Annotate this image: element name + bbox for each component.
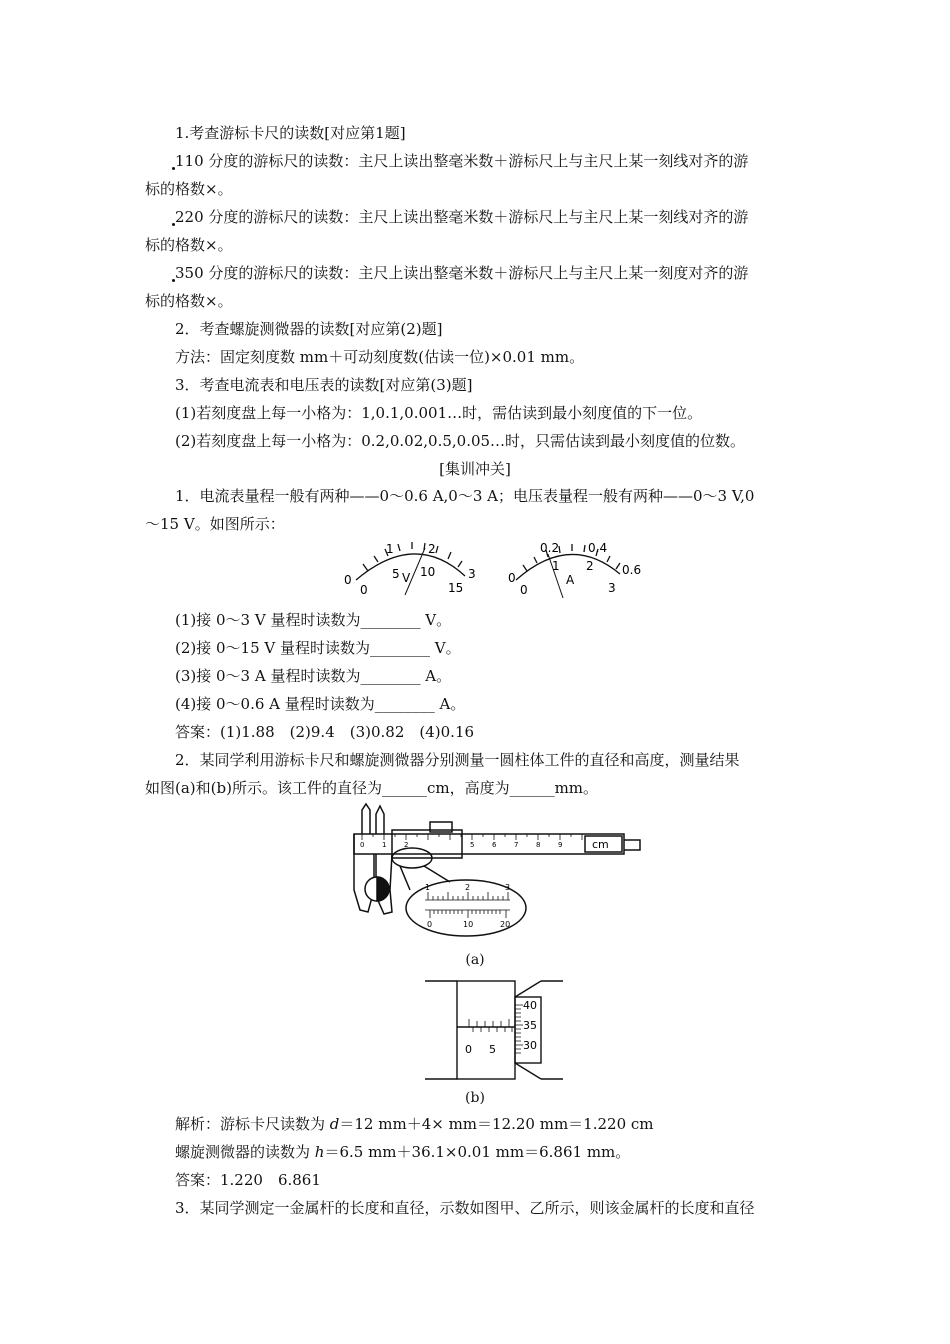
caliper-main-label: 8 [536, 841, 541, 849]
amp-top-label: 0.6 [622, 563, 642, 577]
volt-bottom-label: 15 [448, 581, 464, 595]
volt-unit: V [402, 571, 411, 585]
section-heading: [集训冲关] [439, 460, 511, 478]
volt-bottom-label: 0 [360, 583, 368, 597]
q1-sub-4: (4)接 0～0.6 A 量程时读数为________ A。 [175, 695, 466, 713]
caliper-figure [340, 800, 650, 940]
amp-unit: A [566, 573, 575, 587]
meters-figure [330, 540, 660, 602]
zoom-main-label: 3 [505, 883, 511, 892]
q2-answer: 答案：1.220 6.861 [175, 1171, 321, 1189]
zoom-vernier-label: 20 [500, 920, 511, 929]
amp-top-label: 0 [508, 571, 516, 585]
review-point-3: 3．考查电流表和电压表的读数[对应第(3)题] [175, 376, 473, 394]
q2-solution-2: 螺旋测微器的读数为 h＝6.5 mm＋36.1×0.01 mm＝6.861 mm。 [175, 1143, 631, 1161]
q2-solution-1: 解析：游标卡尺读数为 d＝12 mm＋4× mm＝12.20 mm＝1.220 cm [175, 1115, 654, 1133]
caliper-main-label: 2 [404, 841, 409, 849]
micrometer-figure [425, 975, 565, 1085]
zoom-vernier-label: 0 [427, 920, 433, 929]
review-point-2: 2．考查螺旋测微器的读数[对应第(2)题] [175, 320, 443, 338]
caption-b: (b) [465, 1090, 485, 1106]
zoom-vernier-label: 10 [463, 920, 474, 929]
thimble-label: 35 [523, 1019, 537, 1032]
review-rule-2: (2)若刻度盘上每一小格为：0.2,0.02,0.5,0.05…时，只需估读到最小刻度值的位数。 [175, 432, 746, 450]
review-rule-1: (1)若刻度盘上每一小格为：1,0.1,0.001…时，需估读到最小刻度值的下一位。 [175, 404, 703, 422]
volt-top-label: 0 [344, 573, 352, 587]
review-vernier-50: 350 分度的游标尺的读数：主尺上读出整毫米数＋游标尺上与主尺上某一刻度对齐的游 [175, 264, 749, 282]
caliper-main-label: 9 [558, 841, 563, 849]
amp-top-label: 0.2 [540, 541, 560, 555]
volt-bottom-label: 10 [420, 565, 436, 579]
thimble-label: 40 [523, 999, 537, 1012]
amp-bottom-label: 1 [552, 559, 560, 573]
q2-stem-cont: 如图(a)和(b)所示。该工件的直径为______cm，高度为______mm。 [145, 779, 599, 797]
review-vernier-50-cont: 标的格数×。 [145, 292, 233, 310]
amp-top-label: 0.4 [588, 541, 608, 555]
zoom-main-label: 1 [425, 883, 431, 892]
thimble-label: 30 [523, 1039, 537, 1052]
review-method: 方法：固定刻度数 mm＋可动刻度数(估读一位)×0.01 mm。 [175, 348, 585, 366]
amp-bottom-label: 0 [520, 583, 528, 597]
var-h: h [314, 1143, 325, 1161]
review-vernier-10: 110 分度的游标尺的读数：主尺上读出整毫米数＋游标尺上与主尺上某一刻线对齐的游 [175, 152, 749, 170]
sleeve-label: 0 [465, 1043, 472, 1056]
amp-bottom-label: 3 [608, 581, 616, 595]
caption-a: (a) [465, 952, 485, 968]
caliper-main-label: 6 [492, 841, 497, 849]
review-vernier-20: 220 分度的游标尺的读数：主尺上读出整毫米数＋游标尺上与主尺上某一刻线对齐的游 [175, 208, 749, 226]
q1-stem: 1．电流表量程一般有两种——0～0.6 A,0～3 A；电压表量程一般有两种——0～3 V,0 [175, 487, 755, 505]
q3-stem: 3．某同学测定一金属杆的长度和直径，示数如图甲、乙所示，则该金属杆的长度和直径 [175, 1199, 755, 1217]
caliper-main-label: 5 [470, 841, 475, 849]
volt-top-label: 1 [386, 542, 394, 556]
volt-bottom-label: 5 [392, 567, 400, 581]
q1-sub-2: (2)接 0～15 V 量程时读数为________ V。 [175, 639, 461, 657]
sleeve-label: 5 [489, 1043, 496, 1056]
q1-answer: 答案：(1)1.88 (2)9.4 (3)0.82 (4)0.16 [175, 723, 475, 741]
amp-bottom-label: 2 [586, 559, 594, 573]
caliper-unit: cm [592, 838, 609, 851]
q2-stem: 2．某同学利用游标卡尺和螺旋测微器分别测量一圆柱体工件的直径和高度，测量结果 [175, 751, 740, 769]
review-vernier-10-cont: 标的格数×。 [145, 180, 233, 198]
volt-top-label: 3 [468, 567, 476, 581]
volt-top-label: 2 [428, 542, 436, 556]
var-d: d [329, 1115, 340, 1133]
q1-stem-cont: ～15 V。如图所示： [145, 515, 285, 533]
q1-sub-3: (3)接 0～3 A 量程时读数为________ A。 [175, 667, 452, 685]
caliper-main-label: 1 [382, 841, 387, 849]
caliper-main-label: 0 [360, 841, 365, 849]
review-vernier-20-cont: 标的格数×。 [145, 236, 233, 254]
review-point-1: 1.考查游标卡尺的读数[对应第1题] [175, 124, 406, 142]
q1-sub-1: (1)接 0～3 V 量程时读数为________ V。 [175, 611, 452, 629]
caliper-main-label: 7 [514, 841, 519, 849]
zoom-main-label: 2 [465, 883, 471, 892]
